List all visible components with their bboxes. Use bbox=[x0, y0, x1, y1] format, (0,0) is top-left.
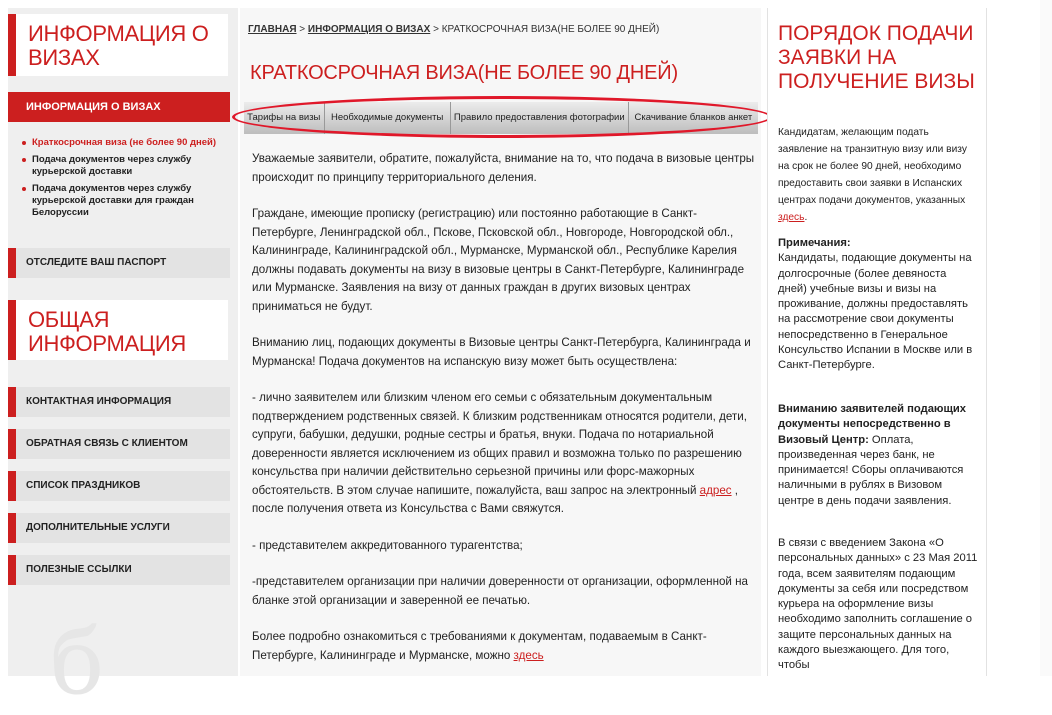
breadcrumb-home[interactable]: ГЛАВНАЯ bbox=[248, 24, 297, 35]
section-title-visa-info: ИНФОРМАЦИЯ О ВИЗАХ bbox=[8, 14, 228, 76]
nav-item-feedback[interactable]: ОБРАТНАЯ СВЯЗЬ С КЛИЕНТОМ bbox=[8, 429, 230, 459]
page-title: КРАТКОСРОЧНАЯ ВИЗА(НЕ БОЛЕЕ 90 ДНЕЙ) bbox=[250, 62, 678, 84]
paragraph-6: -представителем организации при наличии доверенности от организации, оформленной на бланке этой организации и заверенной ее печатью. bbox=[252, 575, 748, 607]
paragraph-4 bbox=[252, 389, 757, 519]
nav-item-holidays[interactable]: СПИСОК ПРАЗДНИКОВ bbox=[8, 471, 230, 501]
right-intro bbox=[778, 124, 978, 226]
paragraph-4-text: - лично заявителем или близким членом его семьи с обязательным документальным подтверждением родственных связей. К близким родственникам относятся родители, дети, супруги, бабушки, дедушки, родные сестры и братья, внуки. Подача по нотариальной доверенности является исключением из общих правил и возможна только по разрешению консульства при наличии действительно серьезной причины или форс-мажорных обстоятельств. В этом случае напишите, пожалуйста, ваш запрос на электронный bbox=[252, 391, 747, 497]
paragraph-3: Вниманию лиц, подающих документы в Визовые центры Санкт-Петербурга, Калининграда и Мурманска! Подача документов на испанскую визу может быть осуществлена: bbox=[252, 336, 751, 368]
law-block: В связи с введением Закона «О персональных данных» с 23 Мая 2011 года, всем заявителям подающим документы за себя или посредством курьера на оформление визы необходимо заполнить соглашение о защите персональных данных на каждого выезжающего. Для того, чтобы bbox=[778, 537, 978, 672]
paragraph-4-tail: , после получения ответа из Консульства с Вами свяжутся. bbox=[252, 483, 739, 515]
warning-heading: Вниманию заявителей подающих документы непосредственно в Визовый Центр: bbox=[778, 403, 967, 446]
subnav-item-courier[interactable]: Подача документов через службу курьерской доставки bbox=[16, 154, 230, 178]
details-link[interactable]: здесь bbox=[513, 648, 544, 662]
tab-download-forms[interactable]: Скачивание бланков анкет bbox=[629, 102, 758, 134]
nav-item-extra-services[interactable]: ДОПОЛНИТЕЛЬНЫЕ УСЛУГИ bbox=[8, 513, 230, 543]
paragraph-5: - представителем аккредитованного турагентства; bbox=[252, 538, 523, 552]
tab-fees[interactable]: Тарифы на визы bbox=[244, 102, 325, 134]
subnav-item-courier-belarus[interactable]: Подача документов через службу курьерской доставки для граждан Белоруссии bbox=[16, 183, 230, 219]
warning-block bbox=[778, 402, 978, 509]
right-title: ПОРЯДОК ПОДАЧИ ЗАЯВКИ НА ПОЛУЧЕНИЕ ВИЗЫ bbox=[778, 22, 975, 93]
article-body bbox=[252, 150, 757, 683]
breadcrumb-current: КРАТКОСРОЧНАЯ ВИЗА(НЕ БОЛЕЕ 90 ДНЕЙ) bbox=[441, 24, 660, 35]
nav-item-track-passport[interactable]: ОТСЛЕДИТЕ ВАШ ПАСПОРТ bbox=[8, 248, 230, 278]
page-edge bbox=[1040, 0, 1052, 676]
email-address-link[interactable]: адрес bbox=[699, 483, 732, 497]
breadcrumb-separator: > bbox=[430, 24, 442, 35]
breadcrumb bbox=[248, 24, 659, 35]
notes-heading: Примечания: bbox=[778, 237, 851, 249]
tab-required-documents[interactable]: Необходимые документы bbox=[325, 102, 451, 134]
warning-text: Оплата, произведенная через банк, не принимается! Сборы оплачиваются наличными в рублях в Визовом центре в день подачи заявления. bbox=[778, 433, 964, 507]
notes-text: Кандидаты, подающие документы на долгосрочные (более девяноста дней) учебные визы и визы на проживание, должны предоставлять на рассмотрение свои документы непосредственно в Генеральное Консульство Испании в Москве или в Санкт-Петербурге. bbox=[778, 252, 973, 372]
breadcrumb-visa-info[interactable]: ИНФОРМАЦИЯ О ВИЗАХ bbox=[307, 24, 431, 35]
tab-photo-rules[interactable]: Правило предоставления фотографии bbox=[451, 102, 629, 134]
subnav-list bbox=[16, 137, 230, 224]
notes-block bbox=[778, 236, 978, 374]
paragraph-7 bbox=[252, 628, 757, 665]
section-title-general-info: ОБЩАЯ ИНФОРМАЦИЯ bbox=[8, 300, 228, 360]
right-intro-text: Кандидатам, желающим подать заявление на транзитную визу или визу на срок не более 90 дней, необходимо предоставить свои заявки в Испанских центрах подачи документов, указанных bbox=[778, 127, 967, 206]
breadcrumb-separator: > bbox=[296, 24, 308, 35]
nav-item-contact[interactable]: КОНТАКТНАЯ ИНФОРМАЦИЯ bbox=[8, 387, 230, 417]
decorative-watermark: б bbox=[50, 610, 105, 715]
right-intro-tail: . bbox=[804, 212, 808, 223]
paragraph-2: Граждане, имеющие прописку (регистрацию) или постоянно работающие в Санкт-Петербурге, Ленинградской обл., Пскове, Псковской обл., Новгороде, Новгородской обл., Калининграде, Калининградской обл., Мурманске, Мурманской обл., Республике Карелия должны подавать документы на визу в визовые центры в Санкт-Петербурге, Калининграде или Мурманске. Заявления на визу от данных граждан в других визовых центрах приниматься не будут. bbox=[252, 207, 745, 313]
nav-item-visa-info[interactable]: ИНФОРМАЦИЯ О ВИЗАХ bbox=[8, 92, 230, 122]
subnav-item-short-visa[interactable]: Краткосрочная виза (не более 90 дней) bbox=[16, 137, 230, 149]
centers-link[interactable]: здесь bbox=[778, 212, 805, 223]
highlight-ellipse bbox=[232, 96, 772, 138]
nav-item-useful-links[interactable]: ПОЛЕЗНЫЕ ССЫЛКИ bbox=[8, 555, 230, 585]
paragraph-7-text: Более подробно ознакомиться с требованиями к документам, подаваемым в Санкт-Петербурге, Калининграде и Мурманске, можно bbox=[252, 630, 707, 662]
paragraph-1: Уважаемые заявители, обратите, пожалуйста, внимание на то, что подача в визовые центры происходит по принципу территориального деления. bbox=[252, 152, 755, 184]
